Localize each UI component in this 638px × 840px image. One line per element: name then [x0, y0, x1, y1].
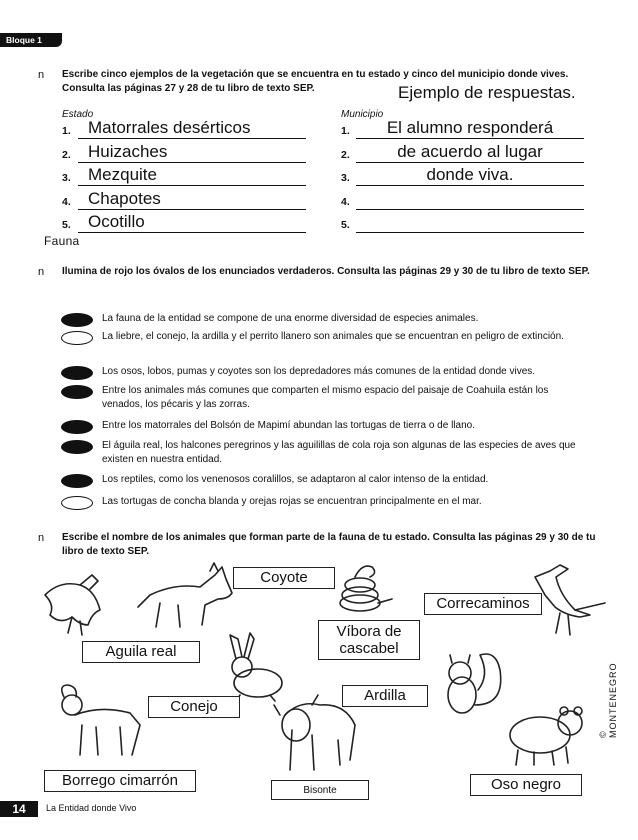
- statement-text: Los reptiles, como los venenosos coralillos, se adaptaron al calor intenso de la entidad.: [102, 474, 489, 485]
- answer-box-coyote[interactable]: Coyote: [233, 567, 335, 589]
- bullet-marker: n: [38, 532, 45, 544]
- rattlesnake-drawing: [340, 566, 392, 611]
- estado-answer-line[interactable]: [78, 162, 306, 163]
- municipio-answer-text: El alumno responderá: [386, 118, 554, 137]
- statement-text: La fauna de la entidad se compone de una enorme diversidad de especies animales.: [102, 313, 479, 324]
- bighorn-sheep-drawing: [62, 685, 140, 755]
- municipio-number: 3.: [341, 172, 350, 184]
- answer-box-aguila[interactable]: Aguila real: [82, 641, 200, 663]
- estado-answer-line[interactable]: [78, 138, 306, 139]
- statement-text: Las tortugas de concha blanda y orejas rojas se encuentran principalmente en el mar.: [102, 496, 482, 507]
- estado-answer-text: Chapotes: [88, 189, 161, 208]
- municipio-answer-text: donde viva.: [426, 165, 514, 184]
- answer-box-oso[interactable]: Oso negro: [470, 774, 582, 796]
- animal-illustrations: [0, 555, 638, 800]
- estado-answer-line[interactable]: [78, 185, 306, 186]
- bear-drawing: [510, 707, 582, 765]
- answer-box-borrego[interactable]: Borrego cimarrón: [44, 770, 196, 792]
- block-tab: Bloque 1: [0, 33, 62, 47]
- statement-text: Entre los matorrales del Bolsón de Mapimí abundan las tortugas de tierra o de llano.: [102, 420, 475, 431]
- municipio-number: 1.: [341, 125, 350, 137]
- municipio-number: 2.: [341, 149, 350, 161]
- rabbit-drawing: [230, 633, 282, 701]
- estado-number: 1.: [62, 125, 71, 137]
- municipio-answer-line[interactable]: [356, 138, 584, 139]
- statement-oval[interactable]: [61, 440, 93, 454]
- estado-label: Estado: [62, 109, 94, 120]
- estado-answer-text: Matorrales desérticos: [88, 118, 251, 137]
- municipio-answer-line[interactable]: [356, 209, 584, 210]
- municipio-answer-text: de acuerdo al lugar: [397, 142, 543, 161]
- estado-answer-line[interactable]: [78, 232, 306, 233]
- estado-answer-text: Mezquite: [88, 165, 157, 184]
- roadrunner-drawing: [535, 565, 605, 635]
- instruction-animals: Escribe el nombre de los animales que forman parte de la fauna de tu estado. Consulta las páginas 29 y 30 de tu libro de texto SEP.: [62, 532, 596, 557]
- instruction-ovals: Ilumina de rojo los óvalos de los enunciados verdaderos. Consulta las páginas 29 y 30 de tu libro de texto SEP.: [62, 266, 590, 277]
- municipio-label: Municipio: [341, 109, 384, 120]
- fauna-heading: Fauna: [44, 234, 80, 248]
- estado-number: 5.: [62, 219, 71, 231]
- statement-oval[interactable]: [61, 420, 93, 434]
- estado-number: 2.: [62, 149, 71, 161]
- statement-oval[interactable]: [61, 331, 93, 345]
- answer-box-bisonte[interactable]: Bisonte: [271, 780, 369, 800]
- municipio-answer-line[interactable]: [356, 162, 584, 163]
- estado-number: 4.: [62, 196, 71, 208]
- eagle-drawing: [45, 575, 100, 635]
- estado-answer-line[interactable]: [78, 209, 306, 210]
- answer-box-correcaminos[interactable]: Correcaminos: [424, 593, 542, 615]
- estado-answer-text: Ocotillo: [88, 212, 145, 231]
- example-note: Ejemplo de respuestas.: [398, 83, 576, 102]
- statement-oval[interactable]: [61, 366, 93, 380]
- estado-number: 3.: [62, 172, 71, 184]
- book-title: La Entidad donde Vivo: [46, 803, 137, 813]
- squirrel-drawing: [448, 654, 501, 713]
- municipio-answer-line[interactable]: [356, 185, 584, 186]
- statement-text: La liebre, el conejo, la ardilla y el perrito llanero son animales que se encuentran en peligro de extinción.: [102, 331, 564, 342]
- statement-text: Los osos, lobos, pumas y coyotes son los depredadores más comunes de la entidad donde vives.: [102, 366, 536, 377]
- municipio-number: 4.: [341, 196, 350, 208]
- answer-box-ardilla[interactable]: Ardilla: [342, 685, 428, 707]
- statement-oval[interactable]: [61, 313, 93, 327]
- statement-text: Entre los animales más comunes que comparten el mismo espacio del paisaje de Coahuila están los venados, los pécaris y las zorras.: [102, 385, 549, 410]
- statement-text: El águila real, los halcones peregrinos y las aguilillas de cola roja son algunas de las especies de aves que existen en nuestra entidad.: [102, 440, 576, 465]
- bullet-marker: n: [38, 266, 45, 278]
- page-number: 14: [0, 801, 38, 817]
- coyote-drawing: [138, 563, 232, 627]
- municipio-answer-line[interactable]: [356, 232, 584, 233]
- statement-oval[interactable]: [61, 496, 93, 510]
- copyright: © MONTENEGRO: [598, 662, 618, 738]
- municipio-number: 5.: [341, 219, 350, 231]
- answer-box-conejo[interactable]: Conejo: [148, 696, 240, 718]
- bullet-marker: n: [38, 69, 45, 81]
- answer-box-vibora[interactable]: Víbora de cascabel: [318, 620, 420, 660]
- estado-answer-text: Huizaches: [88, 142, 168, 161]
- statement-oval[interactable]: [61, 474, 93, 488]
- statement-oval[interactable]: [61, 385, 93, 399]
- instruction-vegetation: Escribe cinco ejemplos de la vegetación que se encuentra en tu estado y cinco del municipio donde vives. Consulta las páginas 27 y 28 de tu libro de texto SEP.: [62, 69, 569, 94]
